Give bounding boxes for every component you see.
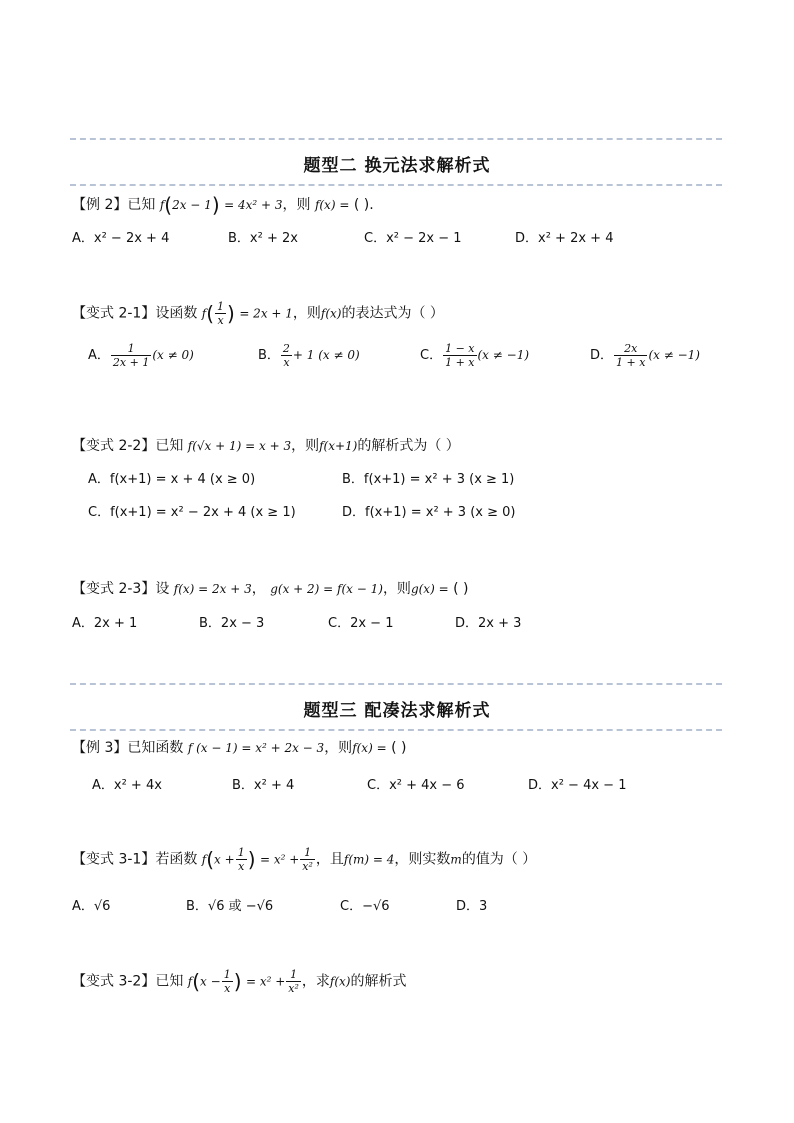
asked-expression: f(x+1) <box>319 439 358 453</box>
function-name: f <box>187 974 193 989</box>
question-tail: 的值为（ ） <box>461 851 537 868</box>
option-b: B．√6 或 −√6 <box>186 899 274 914</box>
fraction: $\frac{1}{x}$ <box>223 968 231 995</box>
option-a: A．f(x+1) = x + 4 (x ≥ 0) <box>88 472 256 487</box>
variant-3-1-label: 【变式 3-1】若函数 <box>72 851 198 868</box>
variant-2-2-label: 【变式 2-2】已知 <box>72 438 184 454</box>
question-tail: 的表达式为（ ） <box>341 305 444 322</box>
option-c: C．2x − 1 <box>328 616 394 631</box>
function-lhs: f (x − 1) = x² + 2x − 3 <box>187 741 325 755</box>
section-title-2: 题型二 换元法求解析式 <box>303 156 491 176</box>
function-name: f <box>159 198 165 212</box>
option-d: D．3 <box>456 899 488 914</box>
option-c: C． $\frac{1 - x}{1 + x}$ (x ≠ −1) <box>420 342 530 369</box>
condition: f(m) = 4 <box>343 852 395 867</box>
variant-3-2-label: 【变式 3-2】已知 <box>72 973 184 990</box>
option-a: A．x² + 4x <box>92 778 162 793</box>
function-name: f <box>201 852 207 867</box>
answer-blank: ( ). <box>353 197 374 213</box>
example-2-question: 【例 2】已知 f(2x − 1) = 4x² + 3，则 f(x) = ( ). <box>72 193 374 217</box>
fraction: $\frac{1}{\text{x²}}$ <box>302 846 313 873</box>
option-d: D．x² + 2x + 4 <box>515 231 614 246</box>
variant-2-1-label: 【变式 2-1】设函数 <box>72 305 198 322</box>
option-b: B．f(x+1) = x² + 3 (x ≥ 1) <box>342 472 515 487</box>
function-name: f <box>201 306 207 321</box>
variant-2-2-question <box>72 435 460 455</box>
option-c: C．x² + 4x − 6 <box>367 778 465 793</box>
option-b: B． $\frac{2}{x}$ + 1 (x ≠ 0) <box>258 342 360 369</box>
option-d: D．x² − 4x − 1 <box>528 778 627 793</box>
function-argument: 2x − 1 <box>172 198 212 212</box>
connector: ，则 <box>382 581 411 597</box>
connector: ，则 <box>291 438 320 454</box>
variant-2-1-question: 【变式 2-1】设函数 f( $\frac{1}{x}$ ) = 2x + 1，则f(x)的表达式为（ ） <box>72 300 444 327</box>
section-divider-bottom <box>70 729 722 731</box>
asked-expression: f(x) <box>320 306 342 321</box>
question-tail: 的解析式为（ ） <box>357 438 460 454</box>
f-definition: f(x) = 2x + 3 <box>173 582 252 596</box>
function-rhs: = x² + <box>245 974 286 989</box>
variant-3-2-question: 【变式 3-2】已知 f(x − $\frac{1}{x}$ ) = x² + $\frac{1}{\text{x²}}$ ，求f(x)的解析式 <box>72 968 407 995</box>
option-b: B．x² + 4 <box>232 778 295 793</box>
option-b: B．2x − 3 <box>199 616 265 631</box>
option-c: C．x² − 2x − 1 <box>364 231 462 246</box>
function-lhs: f(√x + 1) = x + 3 <box>187 439 292 453</box>
connector: ，且 <box>315 851 344 868</box>
connector: ，则 <box>282 197 311 213</box>
answer-blank: ( ) <box>391 740 407 756</box>
fraction: $\frac{1}{x}$ <box>237 846 245 873</box>
fraction: $\frac{1}{\text{x²}}$ <box>288 968 299 995</box>
answer-blank: ( ) <box>453 581 469 597</box>
connector: ，则 <box>324 740 353 756</box>
option-d: D． $\frac{2x}{1 + x}$ (x ≠ −1) <box>590 342 700 369</box>
variant-2-3-question: 【变式 2-3】设 f(x) = 2x + 3， g(x + 2) = f(x − 1)，则g(x) = ( ) <box>72 581 469 597</box>
fraction: $\frac{1}{x}$ <box>217 300 225 327</box>
option-d: D．f(x+1) = x² + 3 (x ≥ 0) <box>342 505 516 520</box>
option-a: A． $\frac{1}{2x + 1}$ (x ≠ 0) <box>88 342 194 369</box>
function-rhs: = 4x² + 3 <box>224 198 283 212</box>
option-a: A．x² − 2x + 4 <box>72 231 170 246</box>
variant-2-3-label: 【变式 2-3】设 <box>72 581 170 597</box>
example-3-question <box>72 737 406 757</box>
option-d: D．2x + 3 <box>455 616 522 631</box>
section-title-3: 题型三 配凑法求解析式 <box>303 701 491 721</box>
option-a: A．2x + 1 <box>72 616 138 631</box>
section-divider-bottom <box>70 184 722 186</box>
asked-expression: f(x) = <box>352 741 387 755</box>
example-2-label: 【例 2】已知 <box>72 197 156 213</box>
section-divider-top <box>70 138 722 140</box>
function-rhs: = 2x + 1 <box>239 306 293 321</box>
option-b: B．x² + 2x <box>228 231 298 246</box>
option-c: C．−√6 <box>340 899 390 914</box>
question-tail: 的解析式 <box>350 973 407 990</box>
section-divider-top <box>70 683 722 685</box>
asked-expression: f(x) = <box>314 198 350 212</box>
variant-3-1-question: 【变式 3-1】若函数 f(x + $\frac{1}{x}$ ) = x² + $\frac{1}{\text{x²}}$ ，且f(m) = 4，则实数m的值为（ ） <box>72 846 537 873</box>
asked-expression: f(x) <box>329 974 351 989</box>
g-definition: g(x + 2) = f(x − 1) <box>270 582 383 596</box>
connector: ，则 <box>292 305 321 322</box>
asked-expression: g(x) = <box>410 582 449 596</box>
option-a: A．√6 <box>72 899 111 914</box>
connector: ，求 <box>301 973 330 990</box>
variable-m: m <box>450 852 462 867</box>
function-rhs: = x² + <box>259 852 300 867</box>
option-c: C．f(x+1) = x² − 2x + 4 (x ≥ 1) <box>88 505 296 520</box>
example-3-label: 【例 3】已知函数 <box>72 740 184 756</box>
